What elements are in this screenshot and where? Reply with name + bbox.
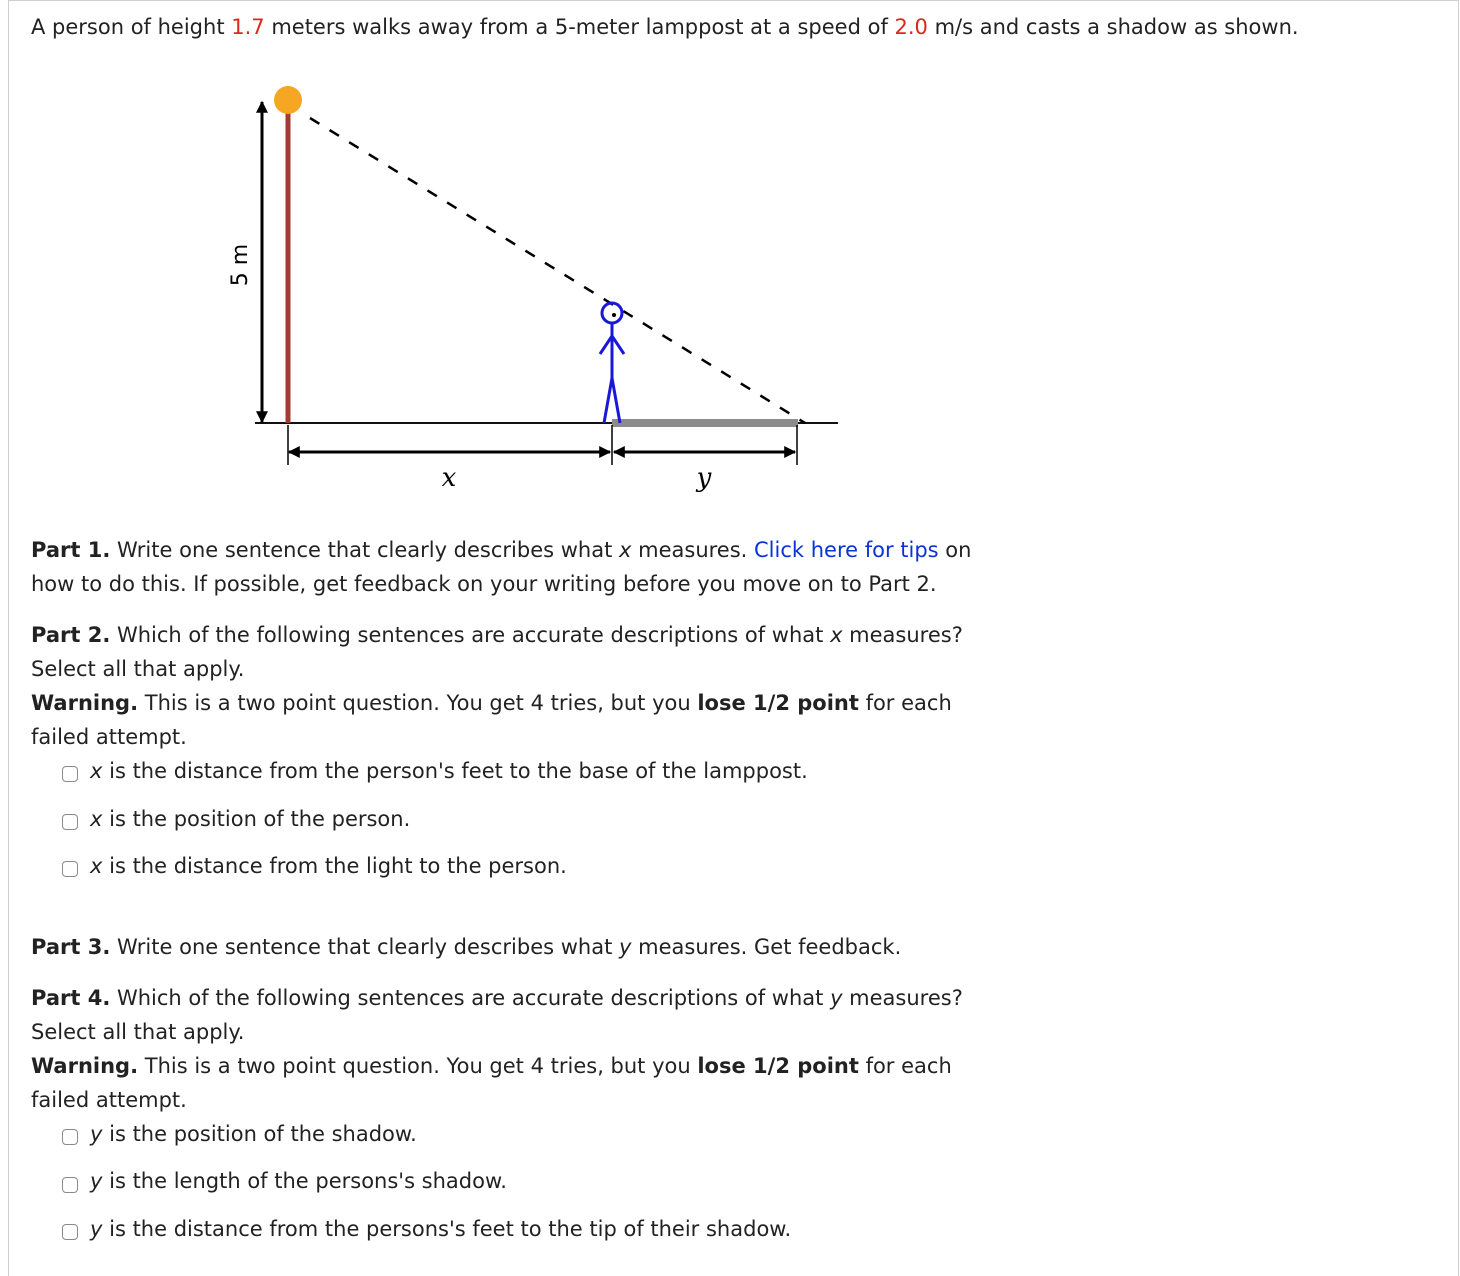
light-ray xyxy=(310,118,805,423)
part2-line2: Select all that apply. xyxy=(31,657,245,681)
part1-line1: Part 1. Write one sentence that clearly describes what x measures. Click here for tips on xyxy=(31,538,972,562)
part4-line2: Select all that apply. xyxy=(31,1020,245,1044)
part4-warning-line2: failed attempt. xyxy=(31,1088,187,1112)
part4-line1: Part 4. Which of the following sentences are accurate descriptions of what y measures? xyxy=(31,986,963,1010)
part4-option1-label[interactable]: y is the position of the shadow. xyxy=(90,1122,417,1146)
part4-option2-checkbox[interactable] xyxy=(62,1177,78,1193)
part4-option3-checkbox[interactable] xyxy=(62,1224,78,1240)
part4-option2-label[interactable]: y is the length of the persons's shadow. xyxy=(90,1169,507,1193)
lamp-light xyxy=(274,86,302,114)
part2-option1-label[interactable]: x is the distance from the person's feet to the base of the lamppost. xyxy=(90,759,808,783)
height-label: 5 m xyxy=(228,243,253,287)
x-label: x xyxy=(441,463,457,493)
part4-option3-label[interactable]: y is the distance from the persons's feet to the tip of their shadow. xyxy=(90,1217,792,1241)
problem-statement: A person of height 1.7 meters walks away from a 5-meter lamppost at a speed of 2.0 m/s and casts a shadow as shown. xyxy=(31,15,1299,39)
person-height-value: 1.7 xyxy=(231,15,265,39)
y-label: y xyxy=(696,463,712,493)
speed-value: 2.0 xyxy=(894,15,928,39)
part4-warning: Warning. This is a two point question. You get 4 tries, but you lose 1/2 point for each xyxy=(31,1054,952,1078)
part2-option3-checkbox[interactable] xyxy=(62,861,78,877)
part2-option2-checkbox[interactable] xyxy=(62,814,78,830)
part4-option1-checkbox[interactable] xyxy=(62,1129,78,1145)
part2-line1: Part 2. Which of the following sentences are accurate descriptions of what x measures? xyxy=(31,623,963,647)
part2-option1-checkbox[interactable] xyxy=(62,766,78,782)
part2-warning: Warning. This is a two point question. You get 4 tries, but you lose 1/2 point for each xyxy=(31,691,952,715)
part3-line1: Part 3. Write one sentence that clearly describes what y measures. Get feedback. xyxy=(31,935,902,959)
part2-option3-label[interactable]: x is the distance from the light to the person. xyxy=(90,854,567,878)
person-figure xyxy=(600,303,624,423)
part2-warning-line2: failed attempt. xyxy=(31,725,187,749)
lamppost-diagram xyxy=(0,80,860,500)
tips-link[interactable]: Click here for tips xyxy=(754,538,939,562)
part1-line2: how to do this. If possible, get feedback on your writing before you move on to Part 2. xyxy=(31,572,937,596)
part2-option2-label[interactable]: x is the position of the person. xyxy=(90,807,411,831)
